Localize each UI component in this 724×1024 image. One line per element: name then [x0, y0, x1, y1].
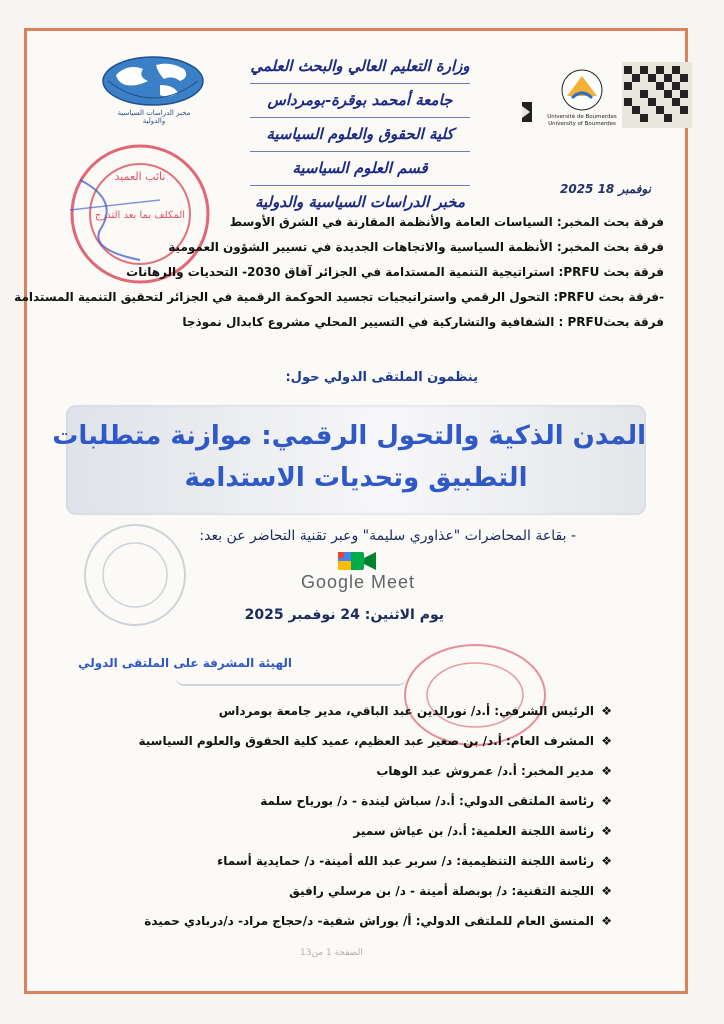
list-item: ❖مدير المخبر: أ.د/ عمروش عبد الوهاب	[92, 756, 612, 786]
event-date: يوم الاثنين: 24 نوفمبر 2025	[244, 607, 444, 623]
globe-icon	[98, 55, 208, 111]
date-stamp: 2025 نوفمبر 18	[560, 182, 651, 196]
diamond-bullet-icon: ❖	[601, 794, 612, 808]
team-line: -فرقة بحث PRFU: التحول الرقمي واستراتيجيات تجسيد الحوكمة الرقمية في الجزائر لتحقيق التنمية المستدامة	[14, 290, 664, 304]
page-number: الصفحة 1 من13	[300, 948, 363, 958]
header-department: قسم العلوم السياسية	[292, 159, 428, 177]
university-caption: Université de Boumerdes University of Boumerdes	[547, 114, 617, 127]
list-item: ❖المنسق العام للملتقى الدولي: أ/ بوراش شفية- د/حجاج مراد- د/دربادي حميدة	[92, 906, 612, 936]
google-meet-logo	[268, 550, 448, 600]
conference-title-line1: المدن الذكية والتحول الرقمي: موازنة متطلبات	[52, 421, 646, 451]
diamond-bullet-icon: ❖	[601, 824, 612, 838]
conference-title-box	[52, 405, 646, 515]
header-lab: مخبر الدراسات السياسية والدولية	[254, 193, 466, 211]
list-item: ❖رئاسة اللجنة التنظيمية: د/ سربر عبد الله أمينة- د/ حمايدية أسماء	[92, 846, 612, 876]
diamond-bullet-icon: ❖	[601, 884, 612, 898]
organizers-title-underline	[176, 678, 406, 686]
diamond-bullet-icon: ❖	[601, 854, 612, 868]
google-meet-icon	[268, 550, 448, 574]
platform-name: Google Meet	[300, 572, 416, 592]
list-item: ❖اللجنة التقنية: د/ بوبصلة أمينة - د/ بن مرسلي رافيق	[92, 876, 612, 906]
university-logo	[522, 62, 692, 128]
diamond-bullet-icon: ❖	[601, 914, 612, 928]
diamond-bullet-icon: ❖	[601, 704, 612, 718]
venue-text: - بقاعة المحاضرات "عذاوري سليمة" وعبر تقنية التحاضر عن بعد:	[199, 528, 576, 544]
diamond-bullet-icon: ❖	[601, 734, 612, 748]
list-item: ❖المشرف العام: أ.د/ بن صغير عبد العظيم، عميد كلية الحقوق والعلوم السياسية	[92, 726, 612, 756]
svg-text:نائب العميد: نائب العميد	[114, 170, 166, 183]
intro-text: ينظمون الملتقى الدولي حول:	[285, 370, 478, 385]
list-item: ❖الرئيس الشرفي: أ.د/ نورالدين عبد الباقي، مدير جامعة بومرداس	[92, 696, 612, 726]
diamond-bullet-icon: ❖	[601, 764, 612, 778]
header-university: جامعة أمحمد بوقرة-بومرداس	[267, 91, 453, 109]
research-teams	[14, 210, 664, 335]
conference-title-line2: التطبيق وتحديات الاستدامة	[184, 463, 528, 493]
lab-logo-caption: مخبر الدراسات السياسية والدولية	[117, 109, 191, 125]
team-line: فرقة بحث المخبر: الأنظمة السياسية والاتجاهات الجديدة في تسيير الشؤون العمومية	[168, 240, 664, 254]
organizers-title: الهيئة المشرفة على الملتقى الدولي	[78, 656, 292, 670]
list-item: ❖رئاسة اللجنة العلمية: أ.د/ بن عياش سمير	[92, 816, 612, 846]
lab-faded-stamp	[80, 520, 190, 630]
header-ministry: وزارة التعليم العالي والبحث العلمي	[250, 57, 470, 75]
team-line: فرقة بحث المخبر: السياسات العامة والأنظمة المقارنة في الشرق الأوسط	[229, 215, 664, 229]
team-line: فرقة بحثPRFU : الشفافية والتشاركية في التسيير المحلي مشروع كابدال نموذجا	[182, 315, 664, 329]
svg-text:المكلف بما بعد التدرج: المكلف بما بعد التدرج	[94, 210, 186, 221]
header-institution	[210, 50, 510, 219]
lab-logo	[98, 55, 208, 125]
team-line: فرقة بحث PRFU: استراتيجية التنمية المستدامة في الجزائر آفاق 2030- التحديات والرهانات	[126, 265, 664, 279]
header-faculty: كلية الحقوق والعلوم السياسية	[266, 125, 454, 143]
list-item: ❖رئاسة الملتقى الدولي: أ.د/ سباش ليندة - د/ بورياح سلمة	[92, 786, 612, 816]
organizers-list	[92, 696, 612, 936]
